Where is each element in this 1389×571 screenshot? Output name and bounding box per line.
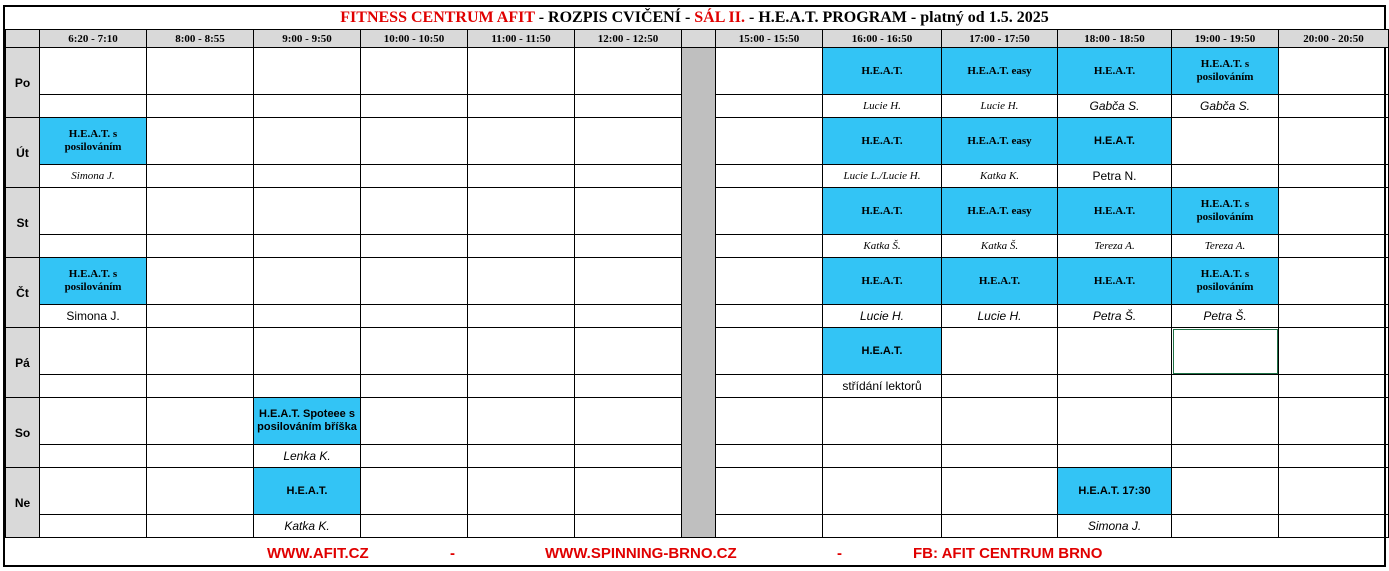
instructor-cell[interactable]: Lucie H. — [823, 305, 942, 328]
class-cell[interactable]: H.E.A.T. s posilováním — [1172, 188, 1279, 235]
empty-cell[interactable] — [716, 95, 823, 118]
instructor-cell[interactable]: Gabča S. — [1058, 95, 1172, 118]
empty-cell[interactable] — [361, 515, 468, 538]
time-header[interactable]: 8:00 - 8:55 — [147, 30, 254, 48]
empty-cell[interactable] — [147, 95, 254, 118]
empty-cell[interactable] — [361, 188, 468, 235]
empty-cell[interactable] — [254, 305, 361, 328]
empty-cell[interactable] — [575, 515, 682, 538]
empty-cell[interactable] — [147, 375, 254, 398]
empty-cell[interactable] — [147, 305, 254, 328]
empty-cell[interactable] — [1058, 328, 1172, 375]
empty-cell[interactable] — [1279, 445, 1389, 468]
empty-cell[interactable] — [823, 468, 942, 515]
class-cell[interactable]: H.E.A.T. — [1058, 188, 1172, 235]
instructor-cell[interactable]: Petra Š. — [1058, 305, 1172, 328]
instructor-cell[interactable]: Lenka K. — [254, 445, 361, 468]
empty-cell[interactable] — [575, 95, 682, 118]
day-label-so[interactable]: So — [6, 398, 40, 468]
class-cell[interactable]: H.E.A.T. easy — [942, 188, 1058, 235]
empty-cell[interactable] — [1058, 445, 1172, 468]
day-label-po[interactable]: Po — [6, 48, 40, 118]
corner-cell — [6, 30, 40, 48]
empty-cell[interactable] — [716, 118, 823, 165]
instructor-cell[interactable]: Simona J. — [1058, 515, 1172, 538]
day-label-ct[interactable]: Čt — [6, 258, 40, 328]
empty-cell[interactable] — [1058, 375, 1172, 398]
empty-cell[interactable] — [147, 468, 254, 515]
instructor-cell[interactable]: Petra Š. — [1172, 305, 1279, 328]
class-cell[interactable]: H.E.A.T. s posilováním — [40, 118, 147, 165]
empty-cell[interactable] — [1172, 445, 1279, 468]
time-header[interactable]: 10:00 - 10:50 — [361, 30, 468, 48]
empty-cell[interactable] — [40, 95, 147, 118]
empty-cell[interactable] — [147, 445, 254, 468]
title-gym-name: FITNESS CENTRUM AFIT — [340, 9, 535, 26]
instructor-cell[interactable]: Lucie H. — [942, 305, 1058, 328]
empty-cell[interactable] — [1279, 118, 1389, 165]
empty-cell[interactable] — [1279, 48, 1389, 95]
empty-cell[interactable] — [1279, 375, 1389, 398]
empty-cell[interactable] — [716, 375, 823, 398]
time-header[interactable]: 15:00 - 15:50 — [716, 30, 823, 48]
empty-cell[interactable] — [254, 235, 361, 258]
empty-cell[interactable] — [468, 398, 575, 445]
empty-cell[interactable] — [716, 515, 823, 538]
day-label-ut[interactable]: Út — [6, 118, 40, 188]
empty-cell[interactable] — [147, 188, 254, 235]
instructor-cell[interactable]: Katka Š. — [942, 235, 1058, 258]
empty-cell[interactable] — [1279, 235, 1389, 258]
instructor-cell[interactable]: Katka Š. — [823, 235, 942, 258]
empty-cell[interactable] — [254, 118, 361, 165]
schedule-title — [5, 7, 1384, 29]
empty-cell[interactable] — [1279, 258, 1389, 305]
empty-cell[interactable] — [716, 235, 823, 258]
empty-cell[interactable] — [254, 95, 361, 118]
instructor-cell[interactable]: Simona J. — [40, 165, 147, 188]
empty-cell[interactable] — [716, 445, 823, 468]
day-row-po — [6, 48, 1389, 95]
empty-cell[interactable] — [361, 235, 468, 258]
empty-cell[interactable] — [147, 165, 254, 188]
empty-cell[interactable] — [147, 258, 254, 305]
empty-cell[interactable] — [1279, 328, 1389, 375]
empty-cell[interactable] — [40, 48, 147, 95]
time-header[interactable]: 19:00 - 19:50 — [1172, 30, 1279, 48]
empty-cell[interactable] — [147, 48, 254, 95]
empty-cell[interactable] — [575, 48, 682, 95]
empty-cell[interactable] — [468, 188, 575, 235]
empty-cell[interactable] — [942, 398, 1058, 445]
empty-cell[interactable] — [575, 445, 682, 468]
empty-cell[interactable] — [942, 445, 1058, 468]
empty-cell[interactable] — [575, 118, 682, 165]
empty-cell[interactable] — [575, 398, 682, 445]
empty-cell[interactable] — [361, 398, 468, 445]
instructor-cell[interactable]: Lucie L./Lucie H. — [823, 165, 942, 188]
empty-cell[interactable] — [575, 165, 682, 188]
empty-cell[interactable] — [942, 468, 1058, 515]
empty-cell[interactable] — [716, 328, 823, 375]
empty-cell[interactable] — [468, 165, 575, 188]
empty-cell[interactable] — [1279, 398, 1389, 445]
instructor-cell[interactable]: Katka K. — [942, 165, 1058, 188]
empty-cell[interactable] — [942, 375, 1058, 398]
footer-links — [5, 543, 1384, 565]
empty-cell[interactable] — [147, 398, 254, 445]
empty-cell[interactable] — [1279, 95, 1389, 118]
empty-cell[interactable] — [468, 468, 575, 515]
empty-cell[interactable] — [468, 328, 575, 375]
class-cell[interactable]: H.E.A.T. — [823, 118, 942, 165]
footer-facebook[interactable]: FB: AFIT CENTRUM BRNO — [913, 545, 1103, 562]
footer-dash-1: - — [450, 545, 455, 562]
time-header[interactable]: 12:00 - 12:50 — [575, 30, 682, 48]
time-header-row — [6, 30, 1389, 48]
selected-cell[interactable] — [1172, 328, 1279, 375]
empty-cell[interactable] — [942, 515, 1058, 538]
empty-cell[interactable] — [361, 258, 468, 305]
class-cell[interactable]: H.E.A.T. — [823, 188, 942, 235]
class-cell[interactable]: H.E.A.T. s posilováním — [1172, 48, 1279, 95]
empty-cell[interactable] — [40, 468, 147, 515]
class-cell[interactable]: H.E.A.T. — [823, 258, 942, 305]
empty-cell[interactable] — [468, 48, 575, 95]
footer-site-spinning[interactable]: WWW.SPINNING-BRNO.CZ — [545, 545, 737, 562]
instructor-cell[interactable]: Tereza A. — [1058, 235, 1172, 258]
class-cell[interactable]: H.E.A.T. s posilováním — [1172, 258, 1279, 305]
time-header[interactable]: 18:00 - 18:50 — [1058, 30, 1172, 48]
empty-cell[interactable] — [1172, 118, 1279, 165]
instructor-cell[interactable]: Tereza A. — [1172, 235, 1279, 258]
day-label-pa[interactable]: Pá — [6, 328, 40, 398]
empty-cell[interactable] — [575, 258, 682, 305]
empty-cell[interactable] — [716, 48, 823, 95]
instructor-cell[interactable]: Katka K. — [254, 515, 361, 538]
day-label-ne[interactable]: Ne — [6, 468, 40, 538]
empty-cell[interactable] — [716, 258, 823, 305]
empty-cell[interactable] — [716, 398, 823, 445]
instructor-cell[interactable]: Lucie H. — [823, 95, 942, 118]
empty-cell[interactable] — [361, 328, 468, 375]
instructor-cell[interactable]: Simona J. — [40, 305, 147, 328]
empty-cell[interactable] — [575, 188, 682, 235]
empty-cell[interactable] — [147, 235, 254, 258]
class-cell[interactable]: H.E.A.T. — [1058, 48, 1172, 95]
empty-cell[interactable] — [468, 95, 575, 118]
empty-cell[interactable] — [254, 328, 361, 375]
empty-cell[interactable] — [1058, 398, 1172, 445]
empty-cell[interactable] — [254, 188, 361, 235]
instructor-cell[interactable]: střídání lektorů — [823, 375, 942, 398]
empty-cell[interactable] — [147, 515, 254, 538]
time-header[interactable]: 6:20 - 7:10 — [40, 30, 147, 48]
class-cell[interactable]: H.E.A.T. — [254, 468, 361, 515]
empty-cell[interactable] — [468, 258, 575, 305]
instructor-cell[interactable]: Gabča S. — [1172, 95, 1279, 118]
empty-cell[interactable] — [1172, 375, 1279, 398]
class-cell[interactable]: H.E.A.T. — [1058, 258, 1172, 305]
empty-cell[interactable] — [716, 188, 823, 235]
empty-cell[interactable] — [40, 515, 147, 538]
empty-cell[interactable] — [575, 328, 682, 375]
empty-cell[interactable] — [361, 95, 468, 118]
time-header[interactable]: 9:00 - 9:50 — [254, 30, 361, 48]
empty-cell[interactable] — [40, 235, 147, 258]
class-cell[interactable]: H.E.A.T. 17:30 — [1058, 468, 1172, 515]
footer-site-afit[interactable]: WWW.AFIT.CZ — [267, 545, 369, 562]
empty-cell[interactable] — [1172, 165, 1279, 188]
footer-dash-2: - — [837, 545, 842, 562]
empty-cell[interactable] — [40, 188, 147, 235]
time-header[interactable]: 17:00 - 17:50 — [942, 30, 1058, 48]
title-room: SÁL II. — [694, 9, 745, 26]
class-cell[interactable]: H.E.A.T. — [823, 328, 942, 375]
title-sep-1: - — [534, 9, 549, 26]
empty-cell[interactable] — [40, 328, 147, 375]
empty-cell[interactable] — [1279, 188, 1389, 235]
empty-cell[interactable] — [40, 445, 147, 468]
empty-cell[interactable] — [1279, 515, 1389, 538]
empty-cell[interactable] — [823, 445, 942, 468]
empty-cell[interactable] — [575, 305, 682, 328]
time-header-gap[interactable] — [682, 30, 716, 48]
empty-cell[interactable] — [575, 468, 682, 515]
empty-cell[interactable] — [468, 305, 575, 328]
time-header[interactable]: 20:00 - 20:50 — [1279, 30, 1389, 48]
title-schedule: ROZPIS CVIČENÍ — [548, 9, 681, 26]
day-label-st[interactable]: St — [6, 188, 40, 258]
class-cell[interactable]: H.E.A.T. — [942, 258, 1058, 305]
schedule-sheet — [3, 5, 1386, 567]
empty-cell[interactable] — [1279, 468, 1389, 515]
time-header[interactable]: 16:00 - 16:50 — [823, 30, 942, 48]
schedule-grid — [5, 29, 1389, 538]
empty-cell[interactable] — [823, 398, 942, 445]
empty-cell[interactable] — [468, 445, 575, 468]
empty-cell[interactable] — [823, 515, 942, 538]
empty-cell[interactable] — [716, 305, 823, 328]
empty-cell[interactable] — [361, 375, 468, 398]
empty-cell[interactable] — [575, 375, 682, 398]
empty-cell[interactable] — [254, 48, 361, 95]
title-sep-2: - — [680, 9, 695, 26]
empty-cell[interactable] — [1172, 468, 1279, 515]
title-program: - H.E.A.T. PROGRAM - platný od 1.5. 2025 — [744, 9, 1049, 26]
empty-cell[interactable] — [468, 375, 575, 398]
empty-cell[interactable] — [1279, 305, 1389, 328]
class-cell[interactable]: H.E.A.T. — [1058, 118, 1172, 165]
empty-cell[interactable] — [361, 165, 468, 188]
empty-cell[interactable] — [361, 445, 468, 468]
empty-cell[interactable] — [716, 468, 823, 515]
empty-cell[interactable] — [254, 165, 361, 188]
empty-cell[interactable] — [716, 165, 823, 188]
time-header[interactable]: 11:00 - 11:50 — [468, 30, 575, 48]
empty-cell[interactable] — [468, 515, 575, 538]
empty-cell[interactable] — [40, 398, 147, 445]
lunch-gap-column — [682, 48, 716, 538]
empty-cell[interactable] — [361, 118, 468, 165]
class-cell[interactable]: H.E.A.T. easy — [942, 118, 1058, 165]
empty-cell[interactable] — [468, 235, 575, 258]
empty-cell[interactable] — [254, 375, 361, 398]
empty-cell[interactable] — [361, 468, 468, 515]
empty-cell[interactable] — [1172, 398, 1279, 445]
instructor-cell[interactable]: Lucie H. — [942, 95, 1058, 118]
empty-cell[interactable] — [254, 258, 361, 305]
instructor-cell[interactable]: Petra N. — [1058, 165, 1172, 188]
empty-cell[interactable] — [147, 328, 254, 375]
empty-cell[interactable] — [942, 328, 1058, 375]
class-cell[interactable]: H.E.A.T. Spoteee s posilováním bříška — [254, 398, 361, 445]
empty-cell[interactable] — [575, 235, 682, 258]
empty-cell[interactable] — [1279, 165, 1389, 188]
empty-cell[interactable] — [361, 305, 468, 328]
class-cell[interactable]: H.E.A.T. — [823, 48, 942, 95]
empty-cell[interactable] — [40, 375, 147, 398]
empty-cell[interactable] — [1172, 515, 1279, 538]
class-cell[interactable]: H.E.A.T. s posilováním — [40, 258, 147, 305]
empty-cell[interactable] — [361, 48, 468, 95]
class-cell[interactable]: H.E.A.T. easy — [942, 48, 1058, 95]
empty-cell[interactable] — [468, 118, 575, 165]
empty-cell[interactable] — [147, 118, 254, 165]
